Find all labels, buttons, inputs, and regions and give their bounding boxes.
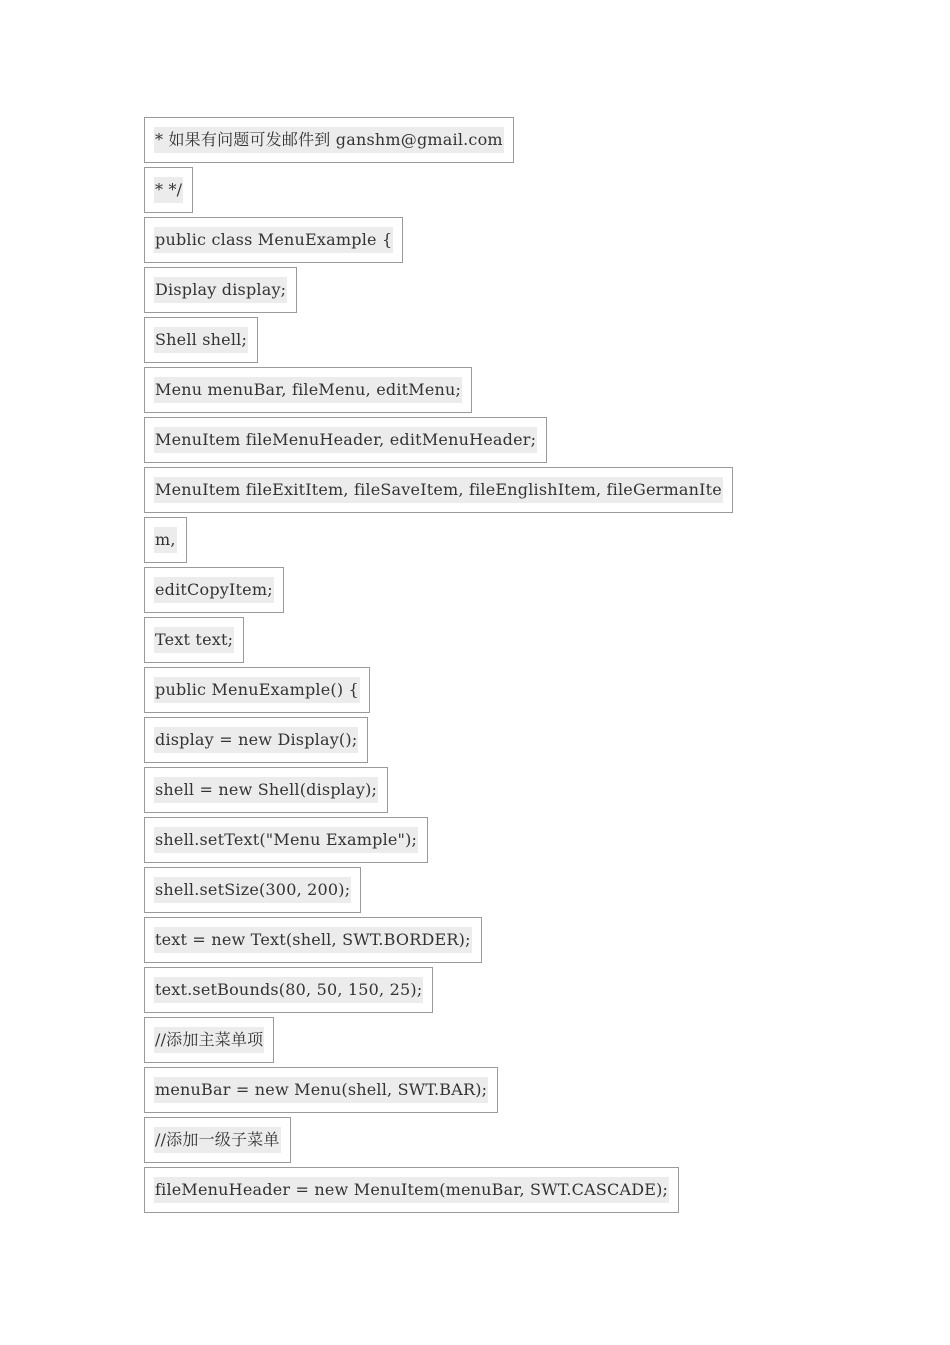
code-line bbox=[144, 767, 388, 813]
code-line-text: //添加主菜单项 bbox=[154, 1027, 264, 1053]
code-line-text: shell.setText("Menu Example"); bbox=[154, 827, 418, 853]
code-line-text: Display display; bbox=[154, 277, 287, 303]
code-line-text: public MenuExample() { bbox=[154, 677, 360, 703]
code-line bbox=[144, 617, 244, 663]
code-line bbox=[144, 567, 284, 613]
code-line bbox=[144, 867, 361, 913]
code-line-text: //添加一级子菜单 bbox=[154, 1127, 281, 1153]
code-line bbox=[144, 367, 472, 413]
code-line-text: Menu menuBar, fileMenu, editMenu; bbox=[154, 377, 462, 403]
code-line-text: menuBar = new Menu(shell, SWT.BAR); bbox=[154, 1077, 488, 1103]
code-line bbox=[144, 267, 297, 313]
code-line bbox=[144, 917, 482, 963]
code-line-text: text.setBounds(80, 50, 150, 25); bbox=[154, 977, 423, 1003]
code-line bbox=[144, 217, 403, 263]
code-line bbox=[144, 1117, 291, 1163]
code-line bbox=[144, 1067, 498, 1113]
code-line-text: * 如果有问题可发邮件到 ganshm@gmail.com bbox=[154, 127, 504, 153]
code-line bbox=[144, 517, 187, 563]
code-line-text: display = new Display(); bbox=[154, 727, 358, 753]
code-line bbox=[144, 967, 433, 1013]
code-line bbox=[144, 317, 258, 363]
code-line-text: fileMenuHeader = new MenuItem(menuBar, SWT.CASCADE); bbox=[154, 1177, 669, 1203]
code-line bbox=[144, 1017, 274, 1063]
code-line bbox=[144, 817, 428, 863]
code-line bbox=[144, 1167, 679, 1213]
code-listing bbox=[144, 117, 733, 1217]
code-line bbox=[144, 717, 368, 763]
code-line-text: editCopyItem; bbox=[154, 577, 274, 603]
code-line-text: shell = new Shell(display); bbox=[154, 777, 378, 803]
code-line-text: Shell shell; bbox=[154, 327, 248, 353]
code-line-text: public class MenuExample { bbox=[154, 227, 393, 253]
code-line-text: m, bbox=[154, 527, 177, 553]
code-line-text: MenuItem fileExitItem, fileSaveItem, fileEnglishItem, fileGermanIte bbox=[154, 477, 723, 503]
code-line-text: shell.setSize(300, 200); bbox=[154, 877, 351, 903]
code-line-text: * */ bbox=[154, 177, 183, 203]
code-line bbox=[144, 167, 193, 213]
code-line-text: text = new Text(shell, SWT.BORDER); bbox=[154, 927, 472, 953]
code-line bbox=[144, 667, 370, 713]
code-line bbox=[144, 467, 733, 513]
code-line-text: Text text; bbox=[154, 627, 234, 653]
code-line bbox=[144, 117, 514, 163]
code-line bbox=[144, 417, 547, 463]
code-line-text: MenuItem fileMenuHeader, editMenuHeader; bbox=[154, 427, 537, 453]
